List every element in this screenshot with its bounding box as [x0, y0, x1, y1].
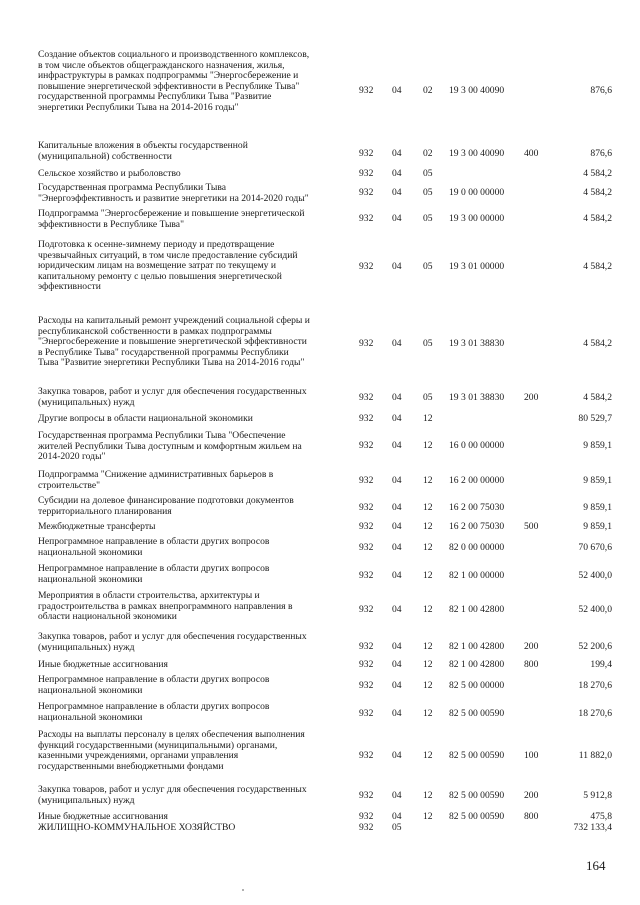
cell-sum: 199,4: [590, 659, 612, 670]
cell-vr: 200: [524, 790, 539, 801]
cell-csr: 19 3 00 40090: [449, 85, 505, 96]
row-name: Мероприятия в области строительства, архитектуры и градостроительства в рамках внепрограммного направления в области национальной экономики: [38, 590, 293, 623]
cell-csr: 82 5 00 00000: [449, 680, 505, 691]
cell-adm: 932: [359, 502, 374, 513]
cell-rz: 04: [392, 604, 402, 615]
page-number: 164: [586, 858, 606, 873]
row-name: Непрограммное направление в области других вопросов национальной экономики: [38, 701, 270, 723]
row-name: Государственная программа Республики Тыва "Обеспечение жителей Республики Тыва доступным и комфортным жильем на 2014-2020 годы": [38, 430, 302, 463]
cell-csr: 19 3 01 38830: [449, 392, 505, 403]
cell-sum: 732 133,4: [573, 822, 612, 833]
cell-pr: 12: [423, 790, 433, 801]
cell-sum: 4 584,2: [583, 392, 612, 403]
cell-rz: 04: [392, 168, 402, 179]
cell-adm: 932: [359, 822, 374, 833]
cell-vr: 800: [524, 659, 539, 670]
row-name: Субсидии на долевое финансирование подготовки документов территориального планирования: [38, 495, 294, 517]
scan-speck: [242, 889, 244, 891]
cell-adm: 932: [359, 604, 374, 615]
row-name: Непрограммное направление в области других вопросов национальной экономики: [38, 536, 270, 558]
cell-csr: 19 3 00 00000: [449, 213, 505, 224]
row-name: Сельское хозяйство и рыболовство: [38, 168, 181, 179]
cell-rz: 04: [392, 187, 402, 198]
cell-adm: 932: [359, 790, 374, 801]
cell-sum: 70 670,6: [578, 542, 612, 553]
cell-rz: 04: [392, 502, 402, 513]
cell-sum: 4 584,2: [583, 338, 612, 349]
cell-adm: 932: [359, 708, 374, 719]
cell-pr: 12: [423, 475, 433, 486]
cell-rz: 04: [392, 811, 402, 822]
cell-pr: 02: [423, 85, 433, 96]
cell-pr: 02: [423, 148, 433, 159]
row-name: Непрограммное направление в области других вопросов национальной экономики: [38, 674, 270, 696]
cell-vr: 200: [524, 392, 539, 403]
cell-csr: 82 1 00 42800: [449, 604, 505, 615]
cell-pr: 12: [423, 521, 433, 532]
cell-rz: 04: [392, 148, 402, 159]
cell-csr: 16 0 00 00000: [449, 440, 505, 451]
cell-sum: 9 859,1: [583, 502, 612, 513]
cell-adm: 932: [359, 641, 374, 652]
cell-adm: 932: [359, 148, 374, 159]
row-name: Капитальные вложения в объекты государственной (муниципальной) собственности: [38, 140, 248, 162]
cell-rz: 04: [392, 708, 402, 719]
cell-pr: 12: [423, 604, 433, 615]
cell-pr: 12: [423, 680, 433, 691]
cell-sum: 18 270,6: [578, 708, 612, 719]
cell-rz: 04: [392, 680, 402, 691]
cell-adm: 932: [359, 659, 374, 670]
cell-vr: 500: [524, 521, 539, 532]
cell-sum: 4 584,2: [583, 168, 612, 179]
cell-sum: 52 400,0: [578, 570, 612, 581]
cell-sum: 4 584,2: [583, 261, 612, 272]
cell-adm: 932: [359, 440, 374, 451]
cell-csr: 19 0 00 00000: [449, 187, 505, 198]
row-name: Закупка товаров, работ и услуг для обеспечения государственных (муниципальных) нужд: [38, 784, 307, 806]
cell-pr: 05: [423, 392, 433, 403]
cell-sum: 52 200,6: [578, 641, 612, 652]
row-name: Иные бюджетные ассигнования: [38, 659, 168, 670]
row-name: Закупка товаров, работ и услуг для обеспечения государственных (муниципальных) нужд: [38, 386, 307, 408]
cell-rz: 05: [392, 822, 402, 833]
cell-pr: 12: [423, 811, 433, 822]
row-name: Подпрограмма "Снижение административных барьеров в строительстве": [38, 469, 274, 491]
row-name: Другие вопросы в области национальной экономики: [38, 413, 253, 424]
row-name: Государственная программа Республики Тыва "Энергоэффективность и развитие энергетики на 2014-2020 годы": [38, 182, 309, 204]
cell-vr: 200: [524, 641, 539, 652]
cell-adm: 932: [359, 413, 374, 424]
cell-adm: 932: [359, 750, 374, 761]
cell-csr: 19 3 01 00000: [449, 261, 505, 272]
cell-adm: 932: [359, 213, 374, 224]
cell-rz: 04: [392, 261, 402, 272]
cell-sum: 5 912,8: [583, 790, 612, 801]
cell-sum: 876,6: [590, 85, 612, 96]
cell-adm: 932: [359, 85, 374, 96]
cell-adm: 932: [359, 475, 374, 486]
cell-csr: 82 0 00 00000: [449, 542, 505, 553]
cell-rz: 04: [392, 790, 402, 801]
cell-adm: 932: [359, 168, 374, 179]
cell-rz: 04: [392, 338, 402, 349]
cell-rz: 04: [392, 641, 402, 652]
cell-rz: 04: [392, 440, 402, 451]
cell-sum: 9 859,1: [583, 521, 612, 532]
cell-sum: 80 529,7: [578, 413, 612, 424]
cell-rz: 04: [392, 475, 402, 486]
cell-pr: 12: [423, 440, 433, 451]
cell-rz: 04: [392, 85, 402, 96]
cell-rz: 04: [392, 392, 402, 403]
cell-rz: 04: [392, 659, 402, 670]
cell-rz: 04: [392, 521, 402, 532]
cell-pr: 05: [423, 213, 433, 224]
cell-pr: 12: [423, 750, 433, 761]
cell-adm: 932: [359, 542, 374, 553]
cell-sum: 18 270,6: [578, 680, 612, 691]
cell-vr: 100: [524, 750, 539, 761]
cell-pr: 05: [423, 187, 433, 198]
cell-csr: 82 1 00 42800: [449, 641, 505, 652]
row-name: Подготовка к осенне-зимнему периоду и предотвращение чрезвычайных ситуаций, в том числе предоставление субсидий юридическим лицам на возмещение затрат по текущему и капитальному ремонту с целью повышения энергетической эффективности: [38, 239, 298, 293]
cell-rz: 04: [392, 570, 402, 581]
row-name: Иные бюджетные ассигнования: [38, 811, 168, 822]
cell-csr: 82 1 00 42800: [449, 659, 505, 670]
cell-pr: 12: [423, 659, 433, 670]
cell-adm: 932: [359, 392, 374, 403]
cell-vr: 800: [524, 811, 539, 822]
cell-csr: 82 5 00 00590: [449, 750, 505, 761]
cell-vr: 400: [524, 148, 539, 159]
cell-rz: 04: [392, 542, 402, 553]
row-name: Подпрограмма "Энергосбережение и повышение энергетической эффективности в Республике Тыва": [38, 208, 305, 230]
cell-rz: 04: [392, 750, 402, 761]
row-name: Создание объектов социального и производственного комплексов, в том числе объектов общегражданского назначения, жилья, инфраструктуры в рамках подпрограммы "Энергосбережение и повышение энергетической эффективности в Республике Тыва" государственной программы Республики Тыва "Развитие энергетики Республики Тыва на 2014-2016 годы": [38, 49, 310, 113]
cell-sum: 9 859,1: [583, 475, 612, 486]
cell-adm: 932: [359, 811, 374, 822]
cell-pr: 12: [423, 641, 433, 652]
cell-sum: 4 584,2: [583, 213, 612, 224]
cell-csr: 16 2 00 75030: [449, 521, 505, 532]
cell-rz: 04: [392, 413, 402, 424]
cell-adm: 932: [359, 570, 374, 581]
cell-csr: 16 2 00 00000: [449, 475, 505, 486]
cell-pr: 12: [423, 413, 433, 424]
cell-pr: 12: [423, 502, 433, 513]
cell-sum: 876,6: [590, 148, 612, 159]
cell-adm: 932: [359, 521, 374, 532]
cell-csr: 82 5 00 00590: [449, 811, 505, 822]
cell-pr: 05: [423, 261, 433, 272]
cell-adm: 932: [359, 338, 374, 349]
cell-pr: 05: [423, 168, 433, 179]
row-name: Межбюджетные трансферты: [38, 521, 156, 532]
cell-csr: 82 5 00 00590: [449, 708, 505, 719]
cell-sum: 475,8: [590, 811, 612, 822]
cell-pr: 12: [423, 708, 433, 719]
cell-pr: 12: [423, 542, 433, 553]
row-name: Расходы на выплаты персоналу в целях обеспечения выполнения функций государственными (муниципальными) органами, казенными учреждениями, органами управления государственными внебюджетными фондами: [38, 729, 305, 772]
cell-csr: 82 1 00 00000: [449, 570, 505, 581]
cell-adm: 932: [359, 261, 374, 272]
cell-pr: 05: [423, 338, 433, 349]
cell-csr: 19 3 00 40090: [449, 148, 505, 159]
cell-csr: 19 3 01 38830: [449, 338, 505, 349]
cell-adm: 932: [359, 187, 374, 198]
row-name: ЖИЛИЩНО-КОММУНАЛЬНОЕ ХОЗЯЙСТВО: [38, 822, 236, 833]
cell-csr: 82 5 00 00590: [449, 790, 505, 801]
cell-sum: 4 584,2: [583, 187, 612, 198]
cell-adm: 932: [359, 680, 374, 691]
cell-rz: 04: [392, 213, 402, 224]
cell-csr: 16 2 00 75030: [449, 502, 505, 513]
cell-sum: 52 400,0: [578, 604, 612, 615]
cell-pr: 12: [423, 570, 433, 581]
row-name: Непрограммное направление в области других вопросов национальной экономики: [38, 563, 270, 585]
cell-sum: 9 859,1: [583, 440, 612, 451]
row-name: Закупка товаров, работ и услуг для обеспечения государственных (муниципальных) нужд: [38, 631, 307, 653]
cell-sum: 11 882,0: [578, 750, 612, 761]
row-name: Расходы на капитальный ремонт учреждений социальной сферы и республиканской собственности в рамках подпрограммы "Энергосбережение и повышение энергетической эффективности в Республике Тыва" государственной программы Республики Тыва "Развитие энергетики Республики Тыва на 2014-2016 годы": [38, 315, 310, 369]
